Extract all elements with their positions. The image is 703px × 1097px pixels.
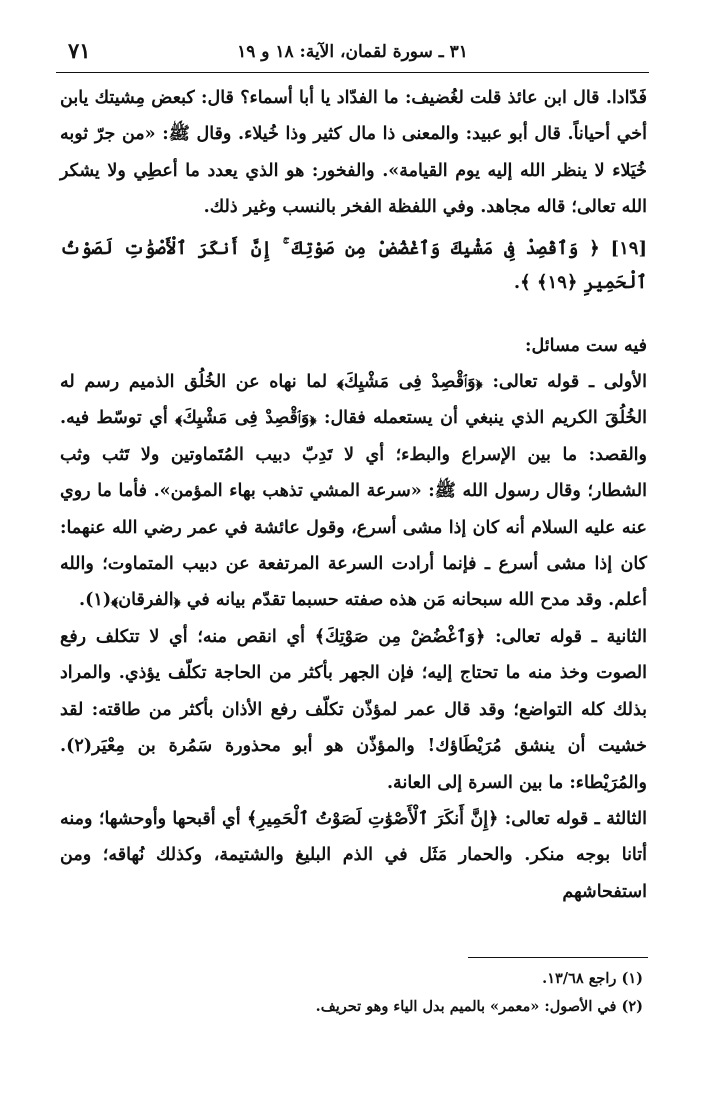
running-title: ٣١ ـ سورة لقمان، الآية: ١٨ و ١٩ [237,42,468,62]
issue-second: الثانية ـ قوله تعالى: ﴿وَٱغْضُضْ مِن صَوْتِكَ﴾ أي انقص منه؛ أي لا تتكلف رفع الصوت وخذ منه ما تحتاج إليه؛ فإن الجهر بأكثر من الحاجة تكلّف يؤذي. والمراد بذلك كله التواضع؛ وقد قال عمر لمؤذّن تكلّف رفع الأذان بأكثر من طاقته: لقد خشيت أن ينشق مُرَيْطَاؤك! والمؤذّن هو أبو محذورة سَمُرة بن مِعْيَر(٢). والمُرَيْطاء: ما بين السرة إلى العانة. [60,626,647,793]
issues-heading: فيه ست مسائل: [525,335,647,356]
main-text [60,80,647,910]
verse-19: [١٩] ﴿ وَٱقْصِدْ فِى مَشْيِكَ وَٱغْضُضْ مِن صَوْتِكَ ۚ إِنَّ أَنكَرَ ٱلْأَصْوَٰتِ لَصَوْتُ ٱلْحَمِيرِ ﴿١٩﴾ ﴾. [60,237,647,293]
page-header [56,38,649,73]
spacer [60,310,647,328]
footnote-2: (٢) في الأصول: «معمر» بالميم بدل الياء وهو تحريف. [315,998,643,1015]
footnotes [60,965,643,1021]
paragraph-intro: فَدّادا. قال ابن عائذ قلت لغُضيف: ما الفدّاد يا أبا أسماء؟ قال: كبعض مِشيتك يابن أخي أحياناً. قال أبو عبيد: والمعنى ذا مال كثير وذا خُيلاء. وقال ﷺ: «من جرّ ثوبه خُيَلاء لا ينظر الله إليه يوم القيامة». والفخور: هو الذي يعدد ما أعطِي ولا يشكر الله تعالى؛ قاله مجاهد. وفي اللفظة الفخر بالنسب وغير ذلك. [60,88,647,218]
page-number: ٧١ [68,38,91,63]
footnote-divider [468,957,648,958]
issue-first: الأولى ـ قوله تعالى: ﴿وَٱقْصِدْ فِى مَشْيِكَ﴾ لما نهاه عن الخُلُق الذميم رسم له الخُلُقَ الكريم الذي ينبغي أن يستعمله فقال: ﴿وَٱقْصِدْ فِى مَشْيِكَ﴾ أي توسّط فيه. والقصد: ما بين الإسراع والبطء؛ أي لا تَدِبّ دبيب المُتَماوتين ولا تَثب وثب الشطار؛ وقال رسول الله ﷺ: «سرعة المشي تذهب بهاء المؤمن». فأما ما روي عنه عليه السلام أنه كان إذا مشى أسرع، وقول عائشة في عمر رضي الله عنهما: كان إذا مشى أسرع ـ فإنما أرادت السرعة المرتفعة عن دبيب المتماوت؛ والله أعلم. وقد مدح الله سبحانه مَن هذه صفته حسبما تقدّم بيانه في ﴿الفرقان﴾(١). [60,372,647,611]
issue-third: الثالثة ـ قوله تعالى: ﴿إِنَّ أَنكَرَ ٱلْأَصْوَٰتِ لَصَوْتُ ٱلْحَمِيرِ﴾ أي أقبحها وأوحشها؛ ومنه أتانا بوجه منكر. والحمار مَثَل في الذم البليغ والشتيمة، وكذلك نُهاقه؛ ومن استفحاشهم [60,808,647,902]
footnote-1: (١) راجع ١٣/٦٨. [542,970,643,987]
